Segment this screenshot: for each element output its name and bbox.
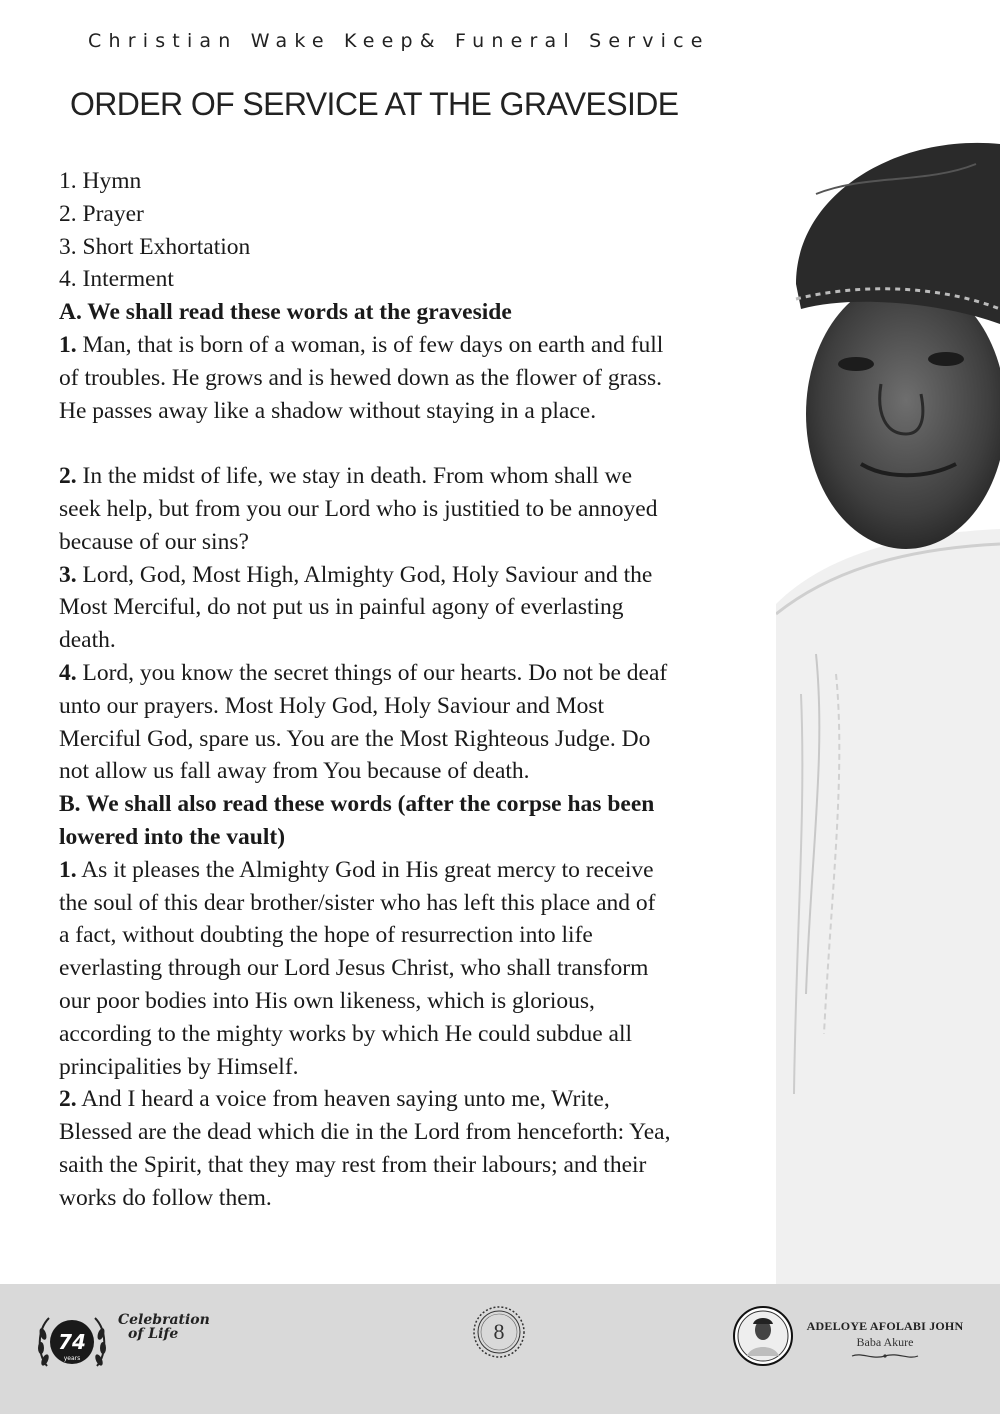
running-header: Christian Wake Keep& Funeral Service (88, 30, 710, 52)
text-line (59, 887, 759, 920)
line-text: Merciful God, spare us. You are the Most Righteous Judge. Do (59, 725, 651, 752)
text-line (59, 427, 759, 460)
text-line (59, 329, 759, 362)
text-line (59, 493, 759, 526)
line-text: Most Merciful, do not put us in painful agony of everlasting (59, 594, 624, 621)
line-text: of troubles. He grows and is hewed down as the flower of grass. (59, 364, 663, 391)
text-line (59, 1149, 759, 1182)
text-line (59, 755, 759, 788)
text-line (59, 985, 759, 1018)
page-number-ornament (471, 1304, 527, 1360)
text-line (59, 198, 759, 231)
line-text: Man, that is born of a woman, is of few days on earth and full (76, 331, 664, 358)
text-line (59, 1083, 759, 1116)
text-line (59, 263, 759, 296)
bold-lead: 3. (59, 561, 77, 588)
celebration-line1: Celebration (118, 1312, 210, 1328)
text-line (59, 1051, 759, 1084)
page-title: ORDER OF SERVICE AT THE GRAVESIDE (70, 86, 679, 122)
text-line (59, 395, 759, 428)
celebration-of-life-logo (118, 1313, 210, 1341)
line-text: Blessed are the dead which die in the Lord from henceforth: Yea, (59, 1119, 671, 1146)
deceased-alias: Baba Akure (856, 1335, 914, 1349)
text-line (59, 854, 759, 887)
deceased-name: ADELOYE AFOLABI JOHN (806, 1319, 964, 1333)
text-line (59, 460, 759, 493)
bold-lead: 1. (59, 856, 77, 883)
line-text: according to the mighty works by which He could subdue all (59, 1020, 633, 1047)
line-text: unto our prayers. Most Holy God, Holy Saviour and Most (59, 692, 605, 719)
text-line (59, 690, 759, 723)
avatar-photo (733, 1306, 793, 1366)
line-text: 3. Short Exhortation (59, 233, 251, 260)
text-line (59, 362, 759, 395)
celebration-line2: of Life (128, 1326, 179, 1342)
line-text: As it pleases the Almighty God in His great mercy to receive (76, 856, 654, 883)
line-text: a fact, without doubting the hope of resurrection into life (59, 922, 593, 949)
laurel-wreath-badge-icon (33, 1304, 111, 1382)
order-of-service-text (59, 165, 759, 1215)
portrait-photo (776, 134, 1000, 1284)
line-text: Lord, you know the secret things of our hearts. Do not be deaf (76, 659, 668, 686)
text-line (59, 1018, 759, 1051)
deceased-name-block (805, 1319, 965, 1360)
text-line (59, 624, 759, 657)
line-text: Lord, God, Most High, Almighty God, Holy Saviour and the (76, 561, 653, 588)
line-text: saith the Spirit, that they may rest from their labours; and their (59, 1151, 647, 1178)
text-line (59, 821, 759, 854)
bold-lead: lowered into the vault) (59, 823, 286, 850)
text-line (59, 296, 759, 329)
text-line (59, 526, 759, 559)
text-line (59, 657, 759, 690)
badge-number: 74 (58, 1330, 86, 1354)
bold-lead: 1. (59, 331, 77, 358)
text-line (59, 1116, 759, 1149)
line-text: not allow us fall away from You because of death. (59, 758, 530, 785)
line-text: In the midst of life, we stay in death. From whom shall we (76, 463, 633, 490)
line-text: And I heard a voice from heaven saying unto me, Write, (76, 1086, 610, 1113)
line-text: our poor bodies into His own likeness, which is glorious, (59, 987, 595, 1014)
text-line (59, 591, 759, 624)
line-text: works do follow them. (59, 1184, 272, 1211)
line-text: everlasting through our Lord Jesus Christ, who shall transform (59, 955, 649, 982)
line-text: death. (59, 627, 116, 654)
text-line (59, 231, 759, 264)
line-text: seek help, but from you our Lord who is justitied to be annoyed (59, 495, 658, 522)
line-text: principalities by Himself. (59, 1053, 299, 1080)
bold-lead: 2. (59, 1086, 77, 1113)
footer-bar (0, 1284, 1000, 1414)
line-text: 4. Interment (59, 266, 174, 293)
bold-lead: 2. (59, 463, 77, 490)
line-text: He passes away like a shadow without staying in a place. (59, 397, 597, 424)
line-text: 1. Hymn (59, 168, 142, 194)
bold-lead: B. We shall also read these words (after the corpse has been (59, 791, 655, 818)
text-line (59, 1182, 759, 1215)
text-line (59, 952, 759, 985)
bold-lead: 4. (59, 659, 77, 686)
text-line (59, 559, 759, 592)
text-line (59, 788, 759, 821)
badge-label: years (63, 1355, 81, 1362)
text-line (59, 165, 759, 198)
text-line (59, 919, 759, 952)
ornament-divider-icon (850, 1352, 920, 1360)
bold-lead: A. We shall read these words at the graveside (59, 299, 512, 326)
line-text: 2. Prayer (59, 200, 144, 227)
page-number: 8 (493, 1319, 505, 1344)
line-text: because of our sins? (59, 528, 249, 555)
line-text: the soul of this dear brother/sister who has left this place and of (59, 889, 656, 916)
text-line (59, 723, 759, 756)
